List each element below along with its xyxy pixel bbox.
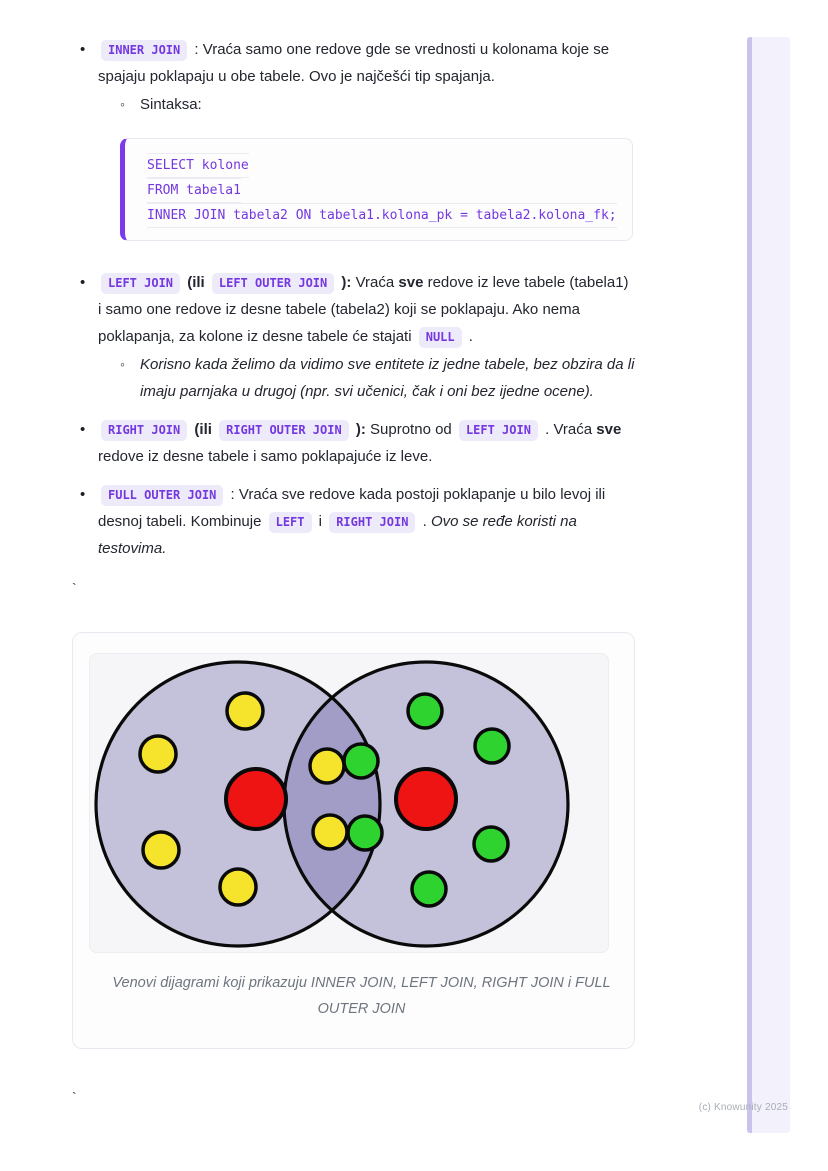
inline-code-badge: LEFT JOIN [459,420,538,441]
text-run: . Vraća [540,421,597,438]
text-run: redove iz desne tabele i samo poklapajuće iz leve. [98,448,433,465]
venn-data-dot [220,869,256,905]
bold-text-run: (ili [190,421,217,438]
text-run: . [464,328,473,345]
text-run: Vraća [351,274,399,291]
italic-text-run: Ovo se ređe koristi na testovima. [98,513,577,557]
bullet-full-outer-join [72,481,635,562]
inline-code-badge: LEFT [269,512,312,533]
inline-code-badge: INNER JOIN [101,40,187,61]
inline-code-badge: RIGHT JOIN [101,420,187,441]
join-types-list [72,36,635,562]
inline-code-badge: FULL OUTER JOIN [101,485,223,506]
code-line: SELECT kolone [147,153,249,178]
watermark: (c) Knowunity 2025 [698,1102,788,1113]
left-join-sublist [120,351,635,405]
sub-bullet-sintaksa [120,91,635,118]
venn-data-dot [227,693,263,729]
document-content [72,36,635,1107]
italic-text-run: Korisno kada želimo da vidimo sve entitete iz jedne tabele, bez obzira da li imaju parnjaka u drugoj (npr. svi učenici, čak i oni bez ijedne ocene). [140,356,635,400]
bullet-full-outer-join-text [98,486,605,557]
bullet-right-join [72,416,635,470]
text-run: redove iz leve tabele (tabela1) i samo one redove iz desne tabele (tabela2) koji se poklapaju. Ako nema poklapanja, za kolone iz desne tabele će stajati [98,274,629,345]
bullet-left-join-text [98,274,629,345]
inline-code-badge: LEFT OUTER JOIN [212,273,334,294]
bold-text-run: ): [351,421,366,438]
text-run: Suprotno od [365,421,456,438]
venn-data-dot [310,749,344,783]
sql-code-block [120,138,633,241]
venn-data-dot [408,694,442,728]
bold-text-run: (ili [183,274,209,291]
text-run: : Vraća samo one redove gde se vrednosti u kolonama koje se spajaju poklapaju u obe tabele. Ovo je najčešći tip spajanja. [98,41,610,85]
inline-code-badge: RIGHT OUTER JOIN [219,420,349,441]
inline-code-badge: LEFT JOIN [101,273,180,294]
venn-data-dot [396,769,456,829]
bold-text-run: sve [398,274,424,291]
bullet-inner-join-text [98,41,609,85]
sintaksa-label: Sintaksa: [140,96,202,113]
venn-data-dot [313,815,347,849]
figure-caption: Venovi dijagrami koji prikazuju INNER JOIN, LEFT JOIN, RIGHT JOIN i FULL OUTER JOIN [112,975,611,1017]
right-margin-bar [747,37,790,1133]
venn-data-dot [412,872,446,906]
bold-text-run: sve [596,421,622,438]
venn-data-dot [348,816,382,850]
text-run: : Vraća sve redove kada postoji poklapanje u bilo levoj ili desnoj tabeli. Kombinuje [98,486,606,530]
venn-data-dot [474,827,508,861]
venn-data-dot [344,744,378,778]
text-run: . [418,513,431,530]
venn-data-dot [475,729,509,763]
inner-join-sublist [120,91,635,118]
bold-text-run: ): [337,274,352,291]
venn-figure-card [72,632,635,1049]
stray-backtick-bottom: ` [72,1089,77,1105]
venn-diagram-svg [90,654,609,953]
bullet-inner-join [72,36,635,241]
inline-code-badge: RIGHT JOIN [329,512,415,533]
venn-diagram-image [89,653,609,953]
text-run: i [314,513,327,530]
left-join-note-text [140,356,634,400]
venn-data-dot [143,832,179,868]
venn-data-dot [140,736,176,772]
stray-backtick-top: ` [72,580,77,596]
bullet-right-join-text [98,421,621,465]
bullet-left-join [72,269,635,405]
code-line: INNER JOIN tabela2 ON tabela1.kolona_pk = tabela2.kolona_fk; [147,203,617,228]
code-line: FROM tabela1 [147,178,241,203]
sub-bullet-left-join-note [120,351,635,405]
inline-code-badge: NULL [419,327,462,348]
venn-data-dot [226,769,286,829]
